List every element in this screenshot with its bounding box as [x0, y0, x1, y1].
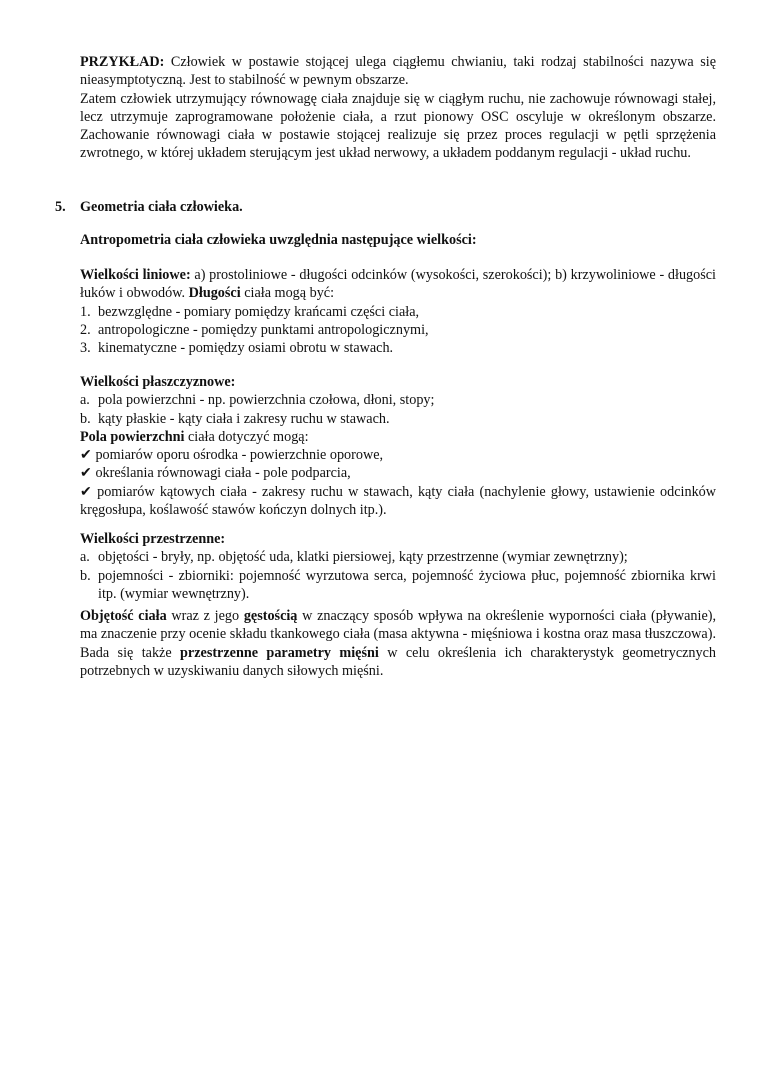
list-item: 2. antropologiczne - pomiędzy punktami antropologicznymi,: [80, 321, 429, 338]
check-icon: ✔: [80, 465, 92, 482]
list-item: 1. bezwzględne - pomiary pomiędzy krańcami części ciała,: [80, 303, 420, 320]
check-icon: ✔: [80, 447, 92, 464]
linear-label: Wielkości liniowe:: [80, 267, 191, 283]
section-number: 5.: [55, 199, 66, 215]
anthropometry-heading: Antropometria ciała człowieka uwzględnia następujące wielkości:: [80, 232, 477, 248]
muscle-params-term: przestrzenne parametry mięśni: [180, 644, 379, 661]
check-item: ✔ określania równowagi ciała - pole podparcia,: [80, 465, 351, 482]
lengths-text: ciała mogą być:: [240, 285, 335, 302]
check-item: ✔ pomiarów oporu ośrodka - powierzchnie oporowe,: [80, 447, 384, 464]
linear-text: a) prostoliniowe - długości odcinków (wysokości, szerokości); b) krzywoliniowe - długości łuków i obwodów.: [80, 267, 716, 302]
volume-paragraph: Objętość ciała wraz z jego gęstością w znaczący sposób wpływa na określenie wyporności ciała (pływanie), ma znaczenie przy ocenie składu tkankowego ciała (masa aktywna - mięśniowa i kostna oraz masa tłuszczowa). Bada się także przestrzenne parametry mięśni w celu określenia ich charakterystyk geometrycznych potrzebnych w uzyskiwaniu danych siłowych mięśni.: [80, 608, 717, 679]
section-heading: [55, 198, 243, 216]
example-text-1: Człowiek w postawie stojącej ulega ciągłemu chwianiu, taki rodzaj stabilności nazywa się nieasymptotyczną. Jest to stabilność w pewnym obszarze.: [80, 54, 716, 89]
check-item: ✔ pomiarów kątowych ciała - zakresy ruchu w stawach, kąty ciała (nachylenie głowy, ustawienie odcinków kręgosłupa, koślawość stawów kończyn dolnych itp.).: [80, 483, 717, 519]
example-text-2: Zatem człowiek utrzymujący równowagę ciała znajduje się w ciągłym ruchu, nie zachowuje równowagi stałej, lecz utrzymuje zaprogramowane położenie ciała, a rzut pionowy OSC oscyluje w określonym obszarze. Zachowanie równowagi ciała w postawie stojącej realizuje się przez proces regulacji w pętli sprzężenia zwrotnego, w której układem sterującym jest układ nerwowy, a układem poddanym regulacji - układ ruchu.: [80, 90, 716, 162]
spatial-label: Wielkości przestrzenne:: [80, 531, 226, 547]
list-item: 3. kinematyczne - pomiędzy osiami obrotu w stawach.: [80, 340, 394, 357]
lengths-label: Długości: [188, 285, 241, 302]
check-icon: ✔: [80, 483, 92, 500]
area-label: Pola powierzchni: [80, 428, 185, 445]
planar-label: Wielkości płaszczyznowe:: [80, 374, 236, 390]
spatial-quantities: [80, 530, 716, 603]
volume-label: Objętość ciała: [80, 608, 167, 624]
density-term: gęstością: [243, 608, 298, 624]
linear-quantities: [80, 266, 716, 357]
list-item: b. kąty płaskie - kąty ciała i zakresy ruchu w stawach.: [80, 410, 390, 427]
area-text: ciała dotyczyć mogą:: [184, 428, 309, 445]
list-item: a. objętości - bryły, np. objętość uda, klatki piersiowej, kąty przestrzenne (wymiar zewnętrzny);: [80, 549, 628, 566]
list-item: a. pola powierzchni - np. powierzchnia czołowa, dłoni, stopy;: [80, 392, 435, 409]
example-paragraph: [80, 53, 716, 163]
example-label: PRZYKŁAD:: [80, 54, 165, 70]
planar-quantities: [80, 373, 716, 519]
section-title: Geometria ciała człowieka.: [80, 199, 243, 215]
list-item: b. pojemności - zbiorniki: pojemność wyrzutowa serca, pojemność życiowa płuc, pojemność zbiornika krwi itp. (wymiar wewnętrzny).: [80, 567, 716, 602]
